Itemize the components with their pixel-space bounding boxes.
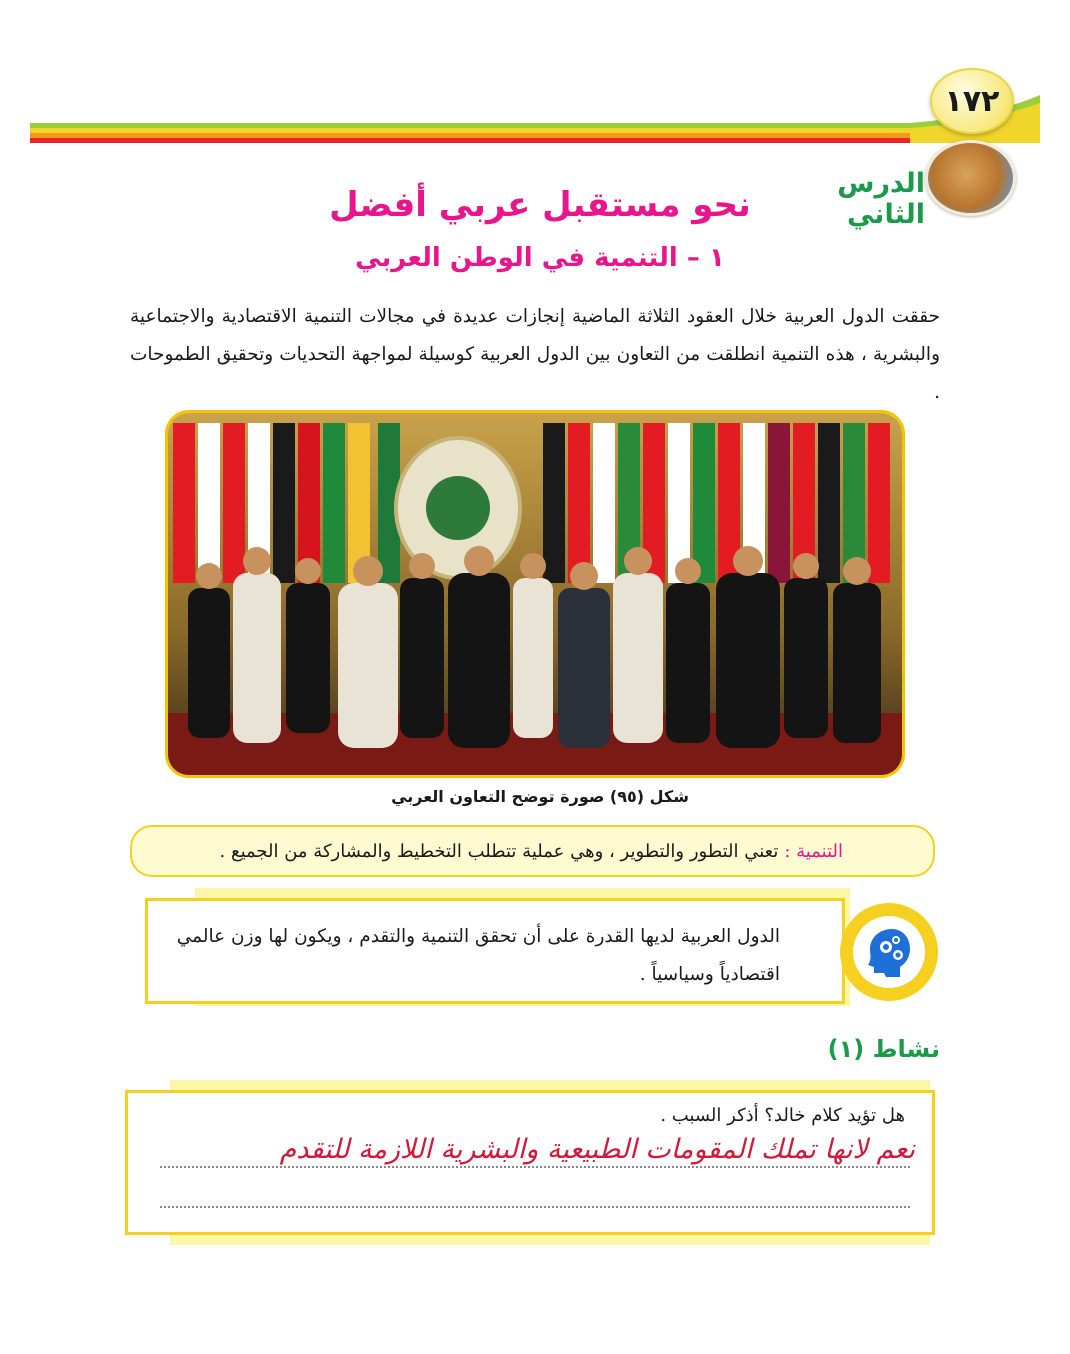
lesson-label: الدرس الثاني bbox=[837, 168, 925, 230]
activity-title: نشاط (١) bbox=[827, 1035, 940, 1063]
note-text: الدول العربية لديها القدرة على أن تحقق التنمية والتقدم ، ويكون لها وزن عالمي اقتصادياً وسياسياً . bbox=[176, 926, 780, 985]
definition-term: التنمية : bbox=[784, 840, 843, 862]
header-stripes bbox=[30, 95, 1040, 145]
note-icon-frame bbox=[840, 903, 938, 1001]
handwritten-answer: نعم لانها تملك المقومات الطبيعية والبشرية اللازمة للتقدم bbox=[279, 1134, 915, 1165]
activity-question: هل تؤيد كلام خالد؟ أذكر السبب . bbox=[660, 1105, 905, 1126]
intro-paragraph: حققت الدول العربية خلال العقود الثلاثة الماضية إنجازات عديدة في مجالات التنمية الاقتصادية والاجتماعية والبشرية ، هذه التنمية انطلقت من التعاون بين الدول العربية كوسيلة لمواجهة التحديات وتحقيق الطموحات . bbox=[130, 306, 940, 403]
brain-gears-icon bbox=[862, 925, 916, 979]
summit-photo bbox=[165, 410, 905, 778]
page-number: ١٧٢ bbox=[930, 68, 1014, 134]
figure-caption: شكل (٩٥) صورة توضح التعاون العربي bbox=[391, 787, 689, 806]
definition-text: تعني التطور والتطوير ، وهي عملية تتطلب التخطيط والمشاركة من الجميع . bbox=[219, 840, 779, 862]
main-title: نحو مستقبل عربي أفضل bbox=[329, 185, 751, 225]
map-badge-icon bbox=[925, 140, 1016, 216]
definition-box bbox=[130, 825, 935, 877]
answer-line-2 bbox=[160, 1192, 910, 1208]
section-title: ١ – التنمية في الوطن العربي bbox=[355, 243, 725, 273]
